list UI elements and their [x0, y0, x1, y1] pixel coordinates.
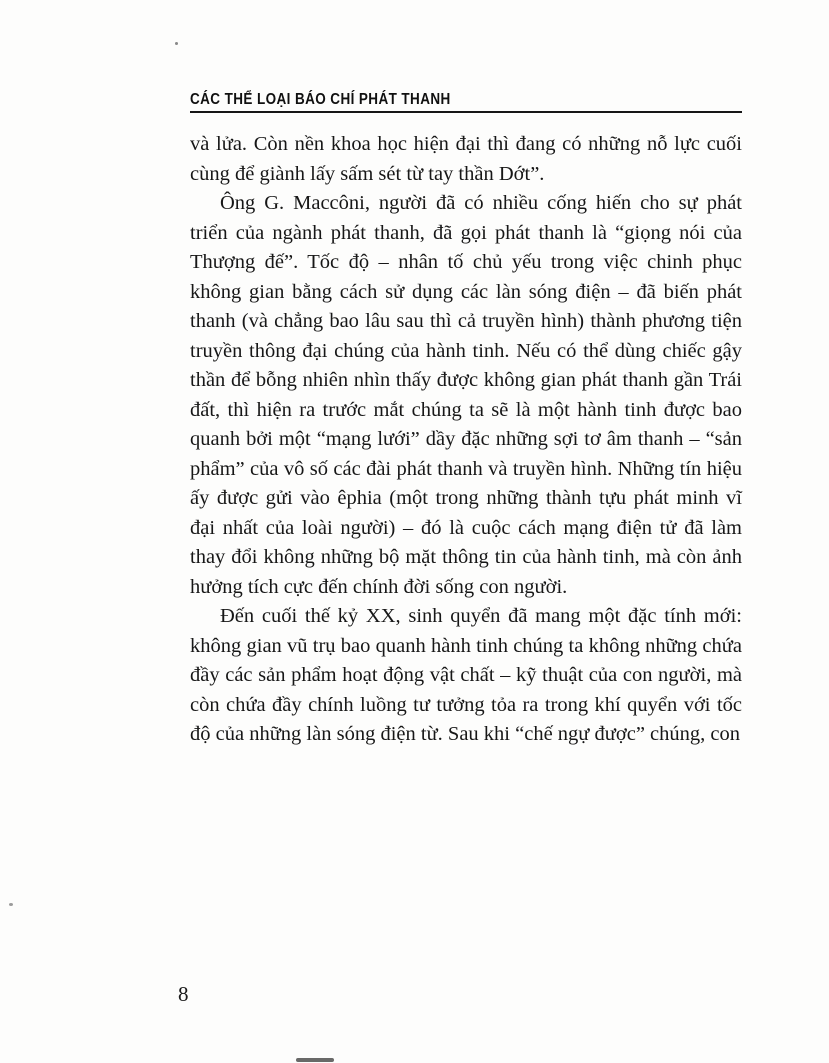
scan-artifact — [9, 903, 13, 906]
scan-artifact — [296, 1058, 334, 1062]
body-text — [190, 130, 742, 750]
page-number: 8 — [178, 982, 189, 1006]
paragraph: Ông G. Maccôni, người đã có nhiều cống hiến cho sự phát triển của ngành phát thanh, đã gọi phát thanh là “giọng nói của Thượng đế”. Tốc độ – nhân tố chủ yếu trong việc chinh phục không gian bằng cách sử dụng các làn sóng điện – đã biến phát thanh (và chẳng bao lâu sau thì cả truyền hình) thành phương tiện truyền thông đại chúng của hành tinh. Nếu có thể dùng chiếc gậy thần để bỗng nhiên nhìn thấy được không gian phát thanh gần Trái đất, thì hiện ra trước mắt chúng ta sẽ là một hành tinh được bao quanh bởi một “mạng lưới” dầy đặc những sợi tơ âm thanh – “sản phẩm” của vô số các đài phát thanh và truyền hình. Những tín hiệu ấy được gửi vào êphia (một trong những thành tựu phát minh vĩ đại nhất của loài người) – đó là cuộc cách mạng điện tử đã làm thay đổi không những bộ mặt thông tin của hành tinh, mà còn ảnh hưởng tích cực đến chính đời sống con người. — [190, 192, 742, 598]
scan-artifact — [175, 42, 178, 45]
paragraph-continuation: và lửa. Còn nền khoa học hiện đại thì đang có những nỗ lực cuối cùng để giành lấy sấm sét từ tay thần Dớt”. — [190, 133, 742, 185]
running-head: CÁC THỂ LOẠI BÁO CHÍ PHÁT THANH — [190, 90, 451, 108]
paragraph: Đến cuối thế kỷ XX, sinh quyển đã mang một đặc tính mới: không gian vũ trụ bao quanh hành tinh chúng ta không những chứa đầy các sản phẩm hoạt động vật chất – kỹ thuật của con người, mà còn chứa đầy chính luồng tư tưởng tỏa ra trong khí quyển với tốc độ của những làn sóng điện từ. Sau khi “chế ngự được” chúng, con — [190, 605, 742, 745]
header-rule — [190, 111, 742, 113]
text-block — [190, 90, 742, 750]
